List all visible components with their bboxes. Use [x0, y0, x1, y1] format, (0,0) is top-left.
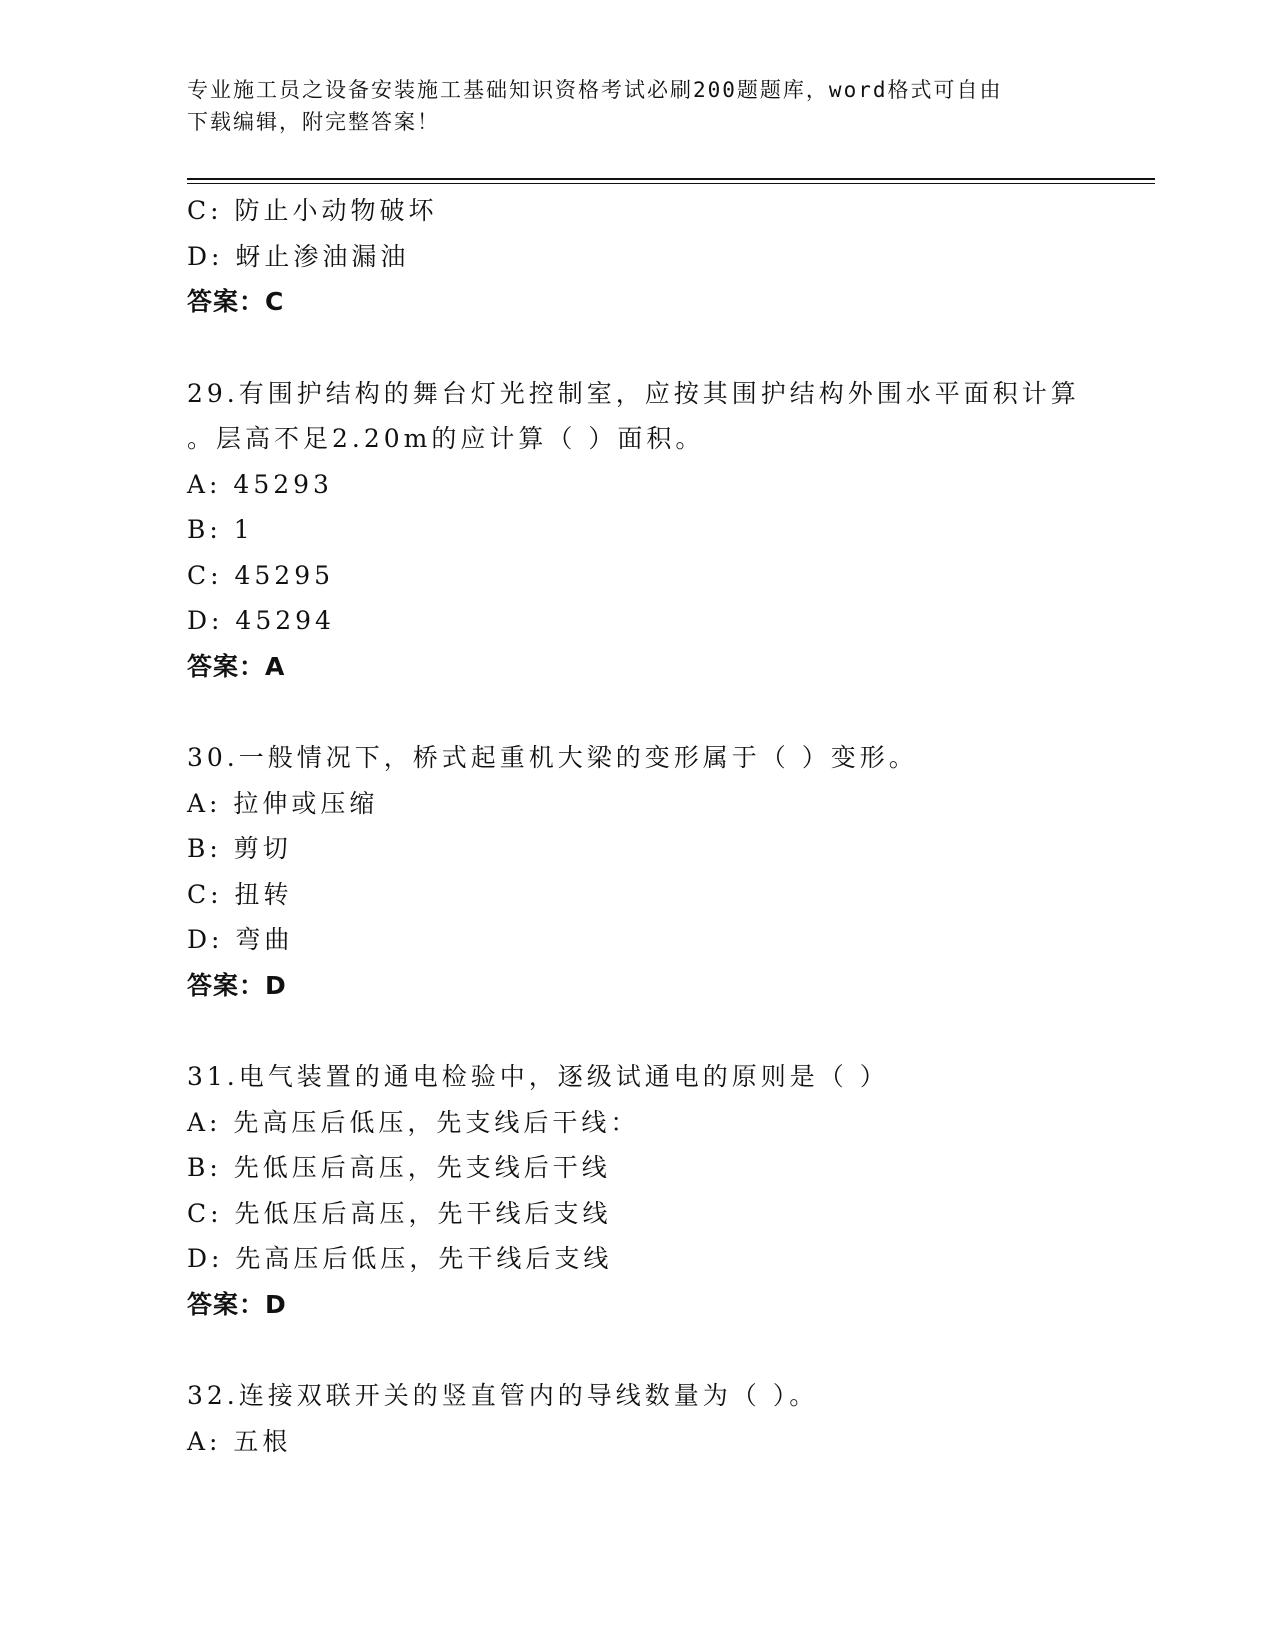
header-line-2: 下载编辑，附完整答案！ [187, 110, 440, 134]
question-stem-continued: 。层高不足2.20m的应计算（ ）面积。 [187, 424, 705, 453]
question-32 [187, 1373, 1087, 1464]
option-d: D: 弯曲 [187, 925, 294, 954]
option-a: A: 五根 [187, 1426, 292, 1456]
option-d: D: 先高压后低压，先干线后支线 [187, 1244, 613, 1273]
answer-line: 答案：D [187, 1289, 287, 1319]
header-rule-thick [187, 178, 1155, 180]
option-d: D: 45294 [187, 606, 335, 635]
document-header [187, 74, 1087, 138]
option-c: C: 扭转 [187, 879, 293, 909]
spacer [187, 325, 1087, 371]
option-c: C: 防止小动物破坏 [187, 196, 438, 225]
option-b: B: 剪切 [187, 834, 292, 863]
answer-line: 答案：A [187, 651, 286, 681]
header-rule-thin [187, 183, 1155, 184]
option-c: C: 先低压后高压，先干线后支线 [187, 1198, 612, 1228]
question-28-tail [187, 188, 1087, 325]
option-d: D: 蚜止渗油漏油 [187, 241, 410, 271]
question-29 [187, 371, 1087, 690]
option-c: C: 45295 [187, 560, 335, 590]
option-a: A: 拉伸或压缩 [187, 788, 379, 818]
option-b: B: 先低压后高压，先支线后干线 [187, 1153, 611, 1182]
answer-line: 答案：D [187, 970, 287, 1000]
option-a: A: 先高压后低压，先支线后干线： [187, 1107, 640, 1137]
option-a: A: 45293 [187, 469, 333, 499]
spacer [187, 1008, 1087, 1054]
question-stem: 31.电气装置的通电检验中，逐级试通电的原则是（ ） [187, 1062, 889, 1091]
header-line-1: 专业施工员之设备安装施工基础知识资格考试必刷200题题库，word格式可自由 [187, 78, 1003, 102]
question-stem: 32.连接双联开关的竖直管内的导线数量为（ ）。 [187, 1381, 819, 1410]
document-body [187, 188, 1087, 1464]
question-31 [187, 1054, 1087, 1327]
question-stem: 30.一般情况下，桥式起重机大梁的变形属于（ ）变形。 [187, 743, 918, 772]
spacer [187, 1327, 1087, 1373]
answer-line: 答案：C [187, 287, 285, 316]
question-30 [187, 735, 1087, 1008]
question-stem: 29.有围护结构的舞台灯光控制室，应按其围护结构外围水平面积计算 [187, 378, 1080, 408]
option-b: B: 1 [187, 515, 254, 544]
spacer [187, 689, 1087, 735]
